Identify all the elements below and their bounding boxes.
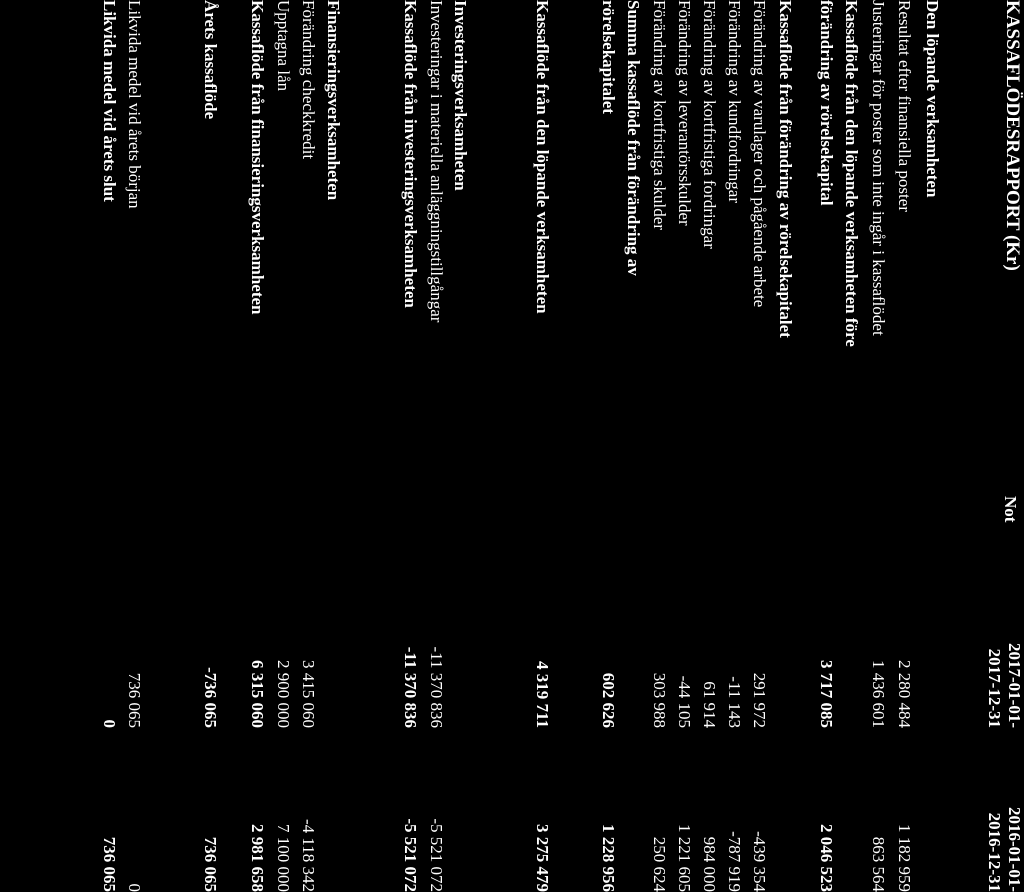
row-value-2017: 303 988 [650,672,669,728]
row-value-2016: 2 046 523 [817,824,836,892]
row-label: rörelsekapitalet [599,0,618,114]
row-label: Summa kassaflöde från förändring av [624,0,643,276]
row-value-2016: 3 275 479 [533,824,552,892]
row-label: Förändring av kundfordringar [725,0,744,204]
row-label: Förändring av varulager och pågående arbete [750,0,769,308]
row-label: Förändring av kortfristiga skulder [650,0,669,230]
row-value-2017: 61 914 [700,681,719,728]
row-value-2016: -4 118 342 [299,818,318,892]
row-value-2016: 984 000 [700,836,719,892]
row-value-2016: 250 624 [650,836,669,892]
row-value-2017: 1 436 601 [869,660,888,728]
row-label: Likvida medel vid årets början [125,0,144,209]
row-value-2017: 3 415 060 [299,660,318,728]
row-value-2016: 1 182 959 [895,824,914,892]
row-label: Förändring av leverantörsskulder [675,0,694,226]
row-value-2016: -787 919 [725,831,744,892]
row-label: Investeringar i materiella anläggningstillgångar [427,0,446,323]
row-value-2017: 6 315 060 [248,660,267,728]
row-value-2017: -11 370 836 [427,646,446,728]
row-value-2016: -439 354 [750,831,769,892]
row-label: Den löpande verksamheten [923,0,942,198]
period-2017-start: 2017-01-01- [1005,643,1024,728]
row-label: Likvida medel vid årets slut [100,0,119,202]
row-label: Kassaflöde från den löpande verksamheten [533,0,552,314]
row-label: Kassaflöde från finansieringsverksamheten [248,0,267,315]
row-value-2017: -11 370 836 [401,646,420,728]
row-value-2016: -5 521 072 [427,818,446,892]
row-value-2017: 4 319 711 [533,660,552,728]
row-value-2017: 2 900 000 [274,660,293,728]
row-value-2017: -736 065 [201,667,220,728]
row-value-2017: 602 626 [599,672,618,728]
row-value-2017: 3 717 085 [817,660,836,728]
row-value-2017: 0 [100,719,119,728]
row-label: Upptagna lån [274,0,293,92]
row-value-2016: 863 564 [869,836,888,892]
row-value-2016: 2 981 658 [248,824,267,892]
row-label: Årets kassaflöde [201,0,220,120]
row-label: Kassaflöde från förändring av rörelsekapitalet [776,0,795,338]
row-label: Förändring av kortfristiga fordringar [700,0,719,249]
row-value-2017: 291 972 [750,672,769,728]
row-label: Finansieringsverksamheten [324,0,343,201]
row-value-2016: 1 221 605 [675,824,694,892]
row-label: Kassaflöde från investeringsverksamheten [401,0,420,308]
period-2016-start: 2016-01-01- [1005,807,1024,892]
row-value-2017: -44 105 [675,675,694,728]
row-label: Justeringar för poster som inte ingår i kassaflödet [869,0,888,336]
row-label: Resultat efter finansiella poster [895,0,914,212]
row-label: Förändring checkkredit [299,0,318,160]
row-value-2017: 736 065 [125,672,144,728]
row-value-2016: 736 065 [100,836,119,892]
row-value-2016: 0 [125,883,144,892]
row-value-2016: -5 521 072 [401,818,420,892]
row-value-2016: 736 065 [201,836,220,892]
row-label: Kassaflöde från den löpande verksamheten före [842,0,861,347]
period-2017-end: 2017-12-31 [985,648,1004,728]
row-value-2017: -11 143 [725,676,744,728]
period-2016-end: 2016-12-31 [985,812,1004,892]
row-label: förändring av rörelsekapital [817,0,836,206]
row-value-2016: 7 100 000 [274,824,293,892]
note-column-header: Not [1001,496,1020,523]
row-value-2016: 1 228 956 [599,824,618,892]
report-title: KASSAFLÖDESRAPPORT (Kr) [1002,0,1023,271]
row-label: Investeringsverksamheten [451,0,470,191]
row-value-2017: 2 280 484 [895,660,914,728]
